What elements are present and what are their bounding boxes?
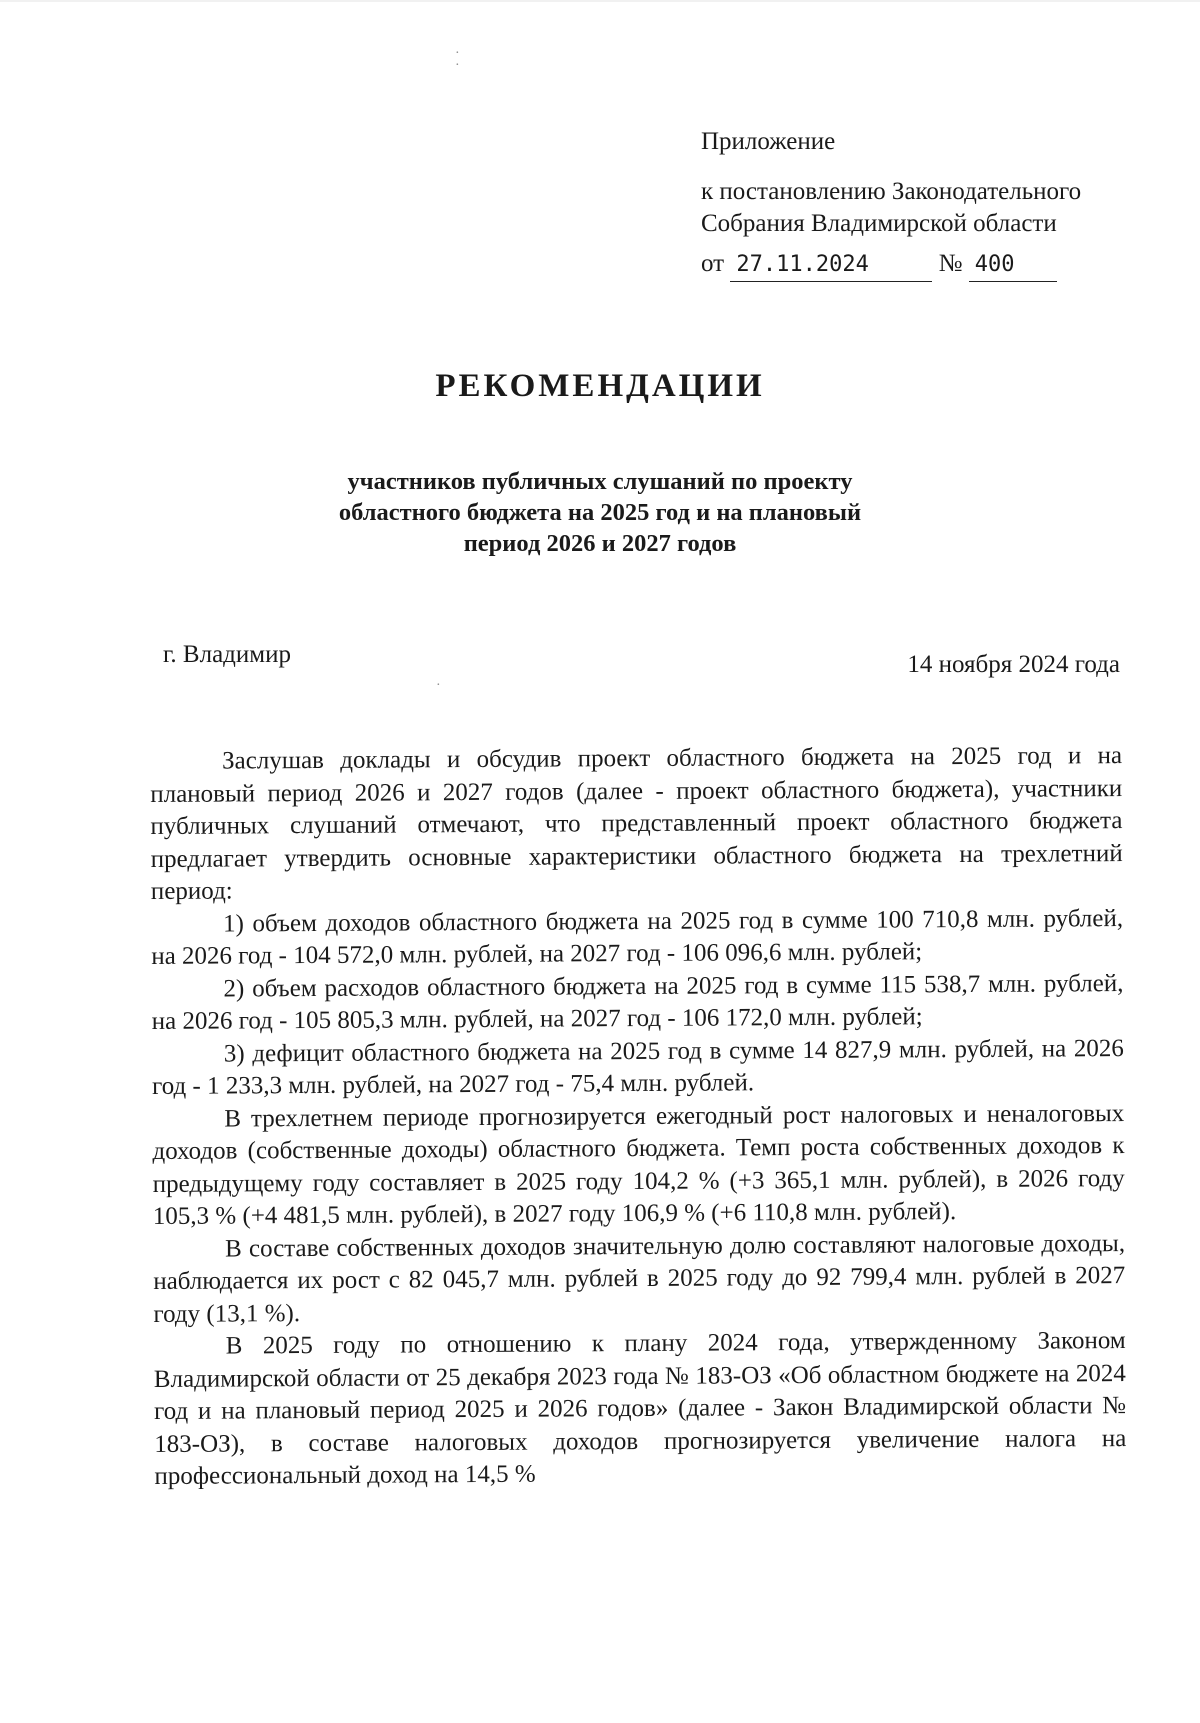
scan-speck: · <box>455 58 460 73</box>
number-label: № <box>938 250 963 277</box>
document-body <box>150 740 1127 1493</box>
appendix-line-2: Собрания Владимирской области <box>701 210 1057 237</box>
scan-speck: · <box>455 46 460 61</box>
appendix-title: Приложение <box>701 128 836 155</box>
scan-edge-line <box>0 0 1200 2</box>
paragraph-2025-plan: В 2025 году по отношению к плану 2024 года, утвержденному Законом Владимирской области от 25 декабря 2023 года № 183-ОЗ «Об областном бюджете на 2024 год и на плановый период 2025 и 2026 годов» (далее - Закон Владимирской области № 183-ОЗ), в составе налоговых доходов прогнозируется увеличение налога на профессиональный доход на 14,5 % <box>153 1327 1127 1490</box>
appendix-line-1: к постановлению Законодательного <box>701 178 1082 205</box>
appendix-block <box>701 126 1141 282</box>
subtitle-line-3: период 2026 и 2027 годов <box>463 530 737 557</box>
paragraph-item-2: 2) объем расходов областного бюджета на 2025 год в сумме 115 538,7 млн. рублей, на 2026 год - 105 805,3 млн. рублей, на 2027 год - 106 172,0 млн. рублей; <box>151 969 1124 1035</box>
subtitle-line-2: областного бюджета на 2025 год и на плановый <box>338 499 862 526</box>
paragraph-item-1: 1) объем доходов областного бюджета на 2025 год в сумме 100 710,8 млн. рублей, на 2026 год - 104 572,0 млн. рублей, на 2027 год - 106 096,6 млн. рублей; <box>151 904 1124 970</box>
document-subtitle <box>0 466 1200 559</box>
resolution-number: 400 <box>969 249 1057 282</box>
paragraph-tax-revenue: В составе собственных доходов значительную долю составляют налоговые доходы, наблюдается их рост с 82 045,7 млн. рублей в 2025 году до 92 799,4 млн. рублей в 2027 году (13,1 %). <box>153 1229 1126 1328</box>
document-title: РЕКОМЕНДАЦИИ <box>435 368 765 404</box>
resolution-date: 27.11.2024 <box>730 249 932 282</box>
appendix-reference <box>701 248 1141 282</box>
from-label: от <box>701 250 725 277</box>
document-date: 14 ноября 2024 года <box>907 651 1120 678</box>
subtitle-line-1: участников публичных слушаний по проекту <box>347 468 853 495</box>
place: г. Владимир <box>163 641 291 668</box>
scan-speck: · <box>436 678 441 693</box>
paragraph-growth: В трехлетнем периоде прогнозируется ежегодный рост налоговых и неналоговых доходов (собственные доходы) областного бюджета. Темп роста собственных доходов к предыдущему году составляет в 2025 году 104,2 % (+3 365,1 млн. рублей), в 2026 году 105,3 % (+4 481,5 млн. рублей), в 2027 году 106,9 % (+6 110,8 млн. рублей). <box>152 1099 1125 1230</box>
paragraph-intro: Заслушав доклады и обсудив проект областного бюджета на 2025 год и на плановый период 2026 и 2027 годов (далее - проект областного бюджета), участники публичных слушаний отмечают, что представленный проект областного бюджета предлагает утвердить основные характеристики областного бюджета на трехлетний период: <box>150 742 1123 905</box>
paragraph-item-3: 3) дефицит областного бюджета на 2025 год в сумме 14 827,9 млн. рублей, на 2026 год - 1 233,3 млн. рублей, на 2027 год - 75,4 млн. рублей. <box>151 1034 1124 1100</box>
